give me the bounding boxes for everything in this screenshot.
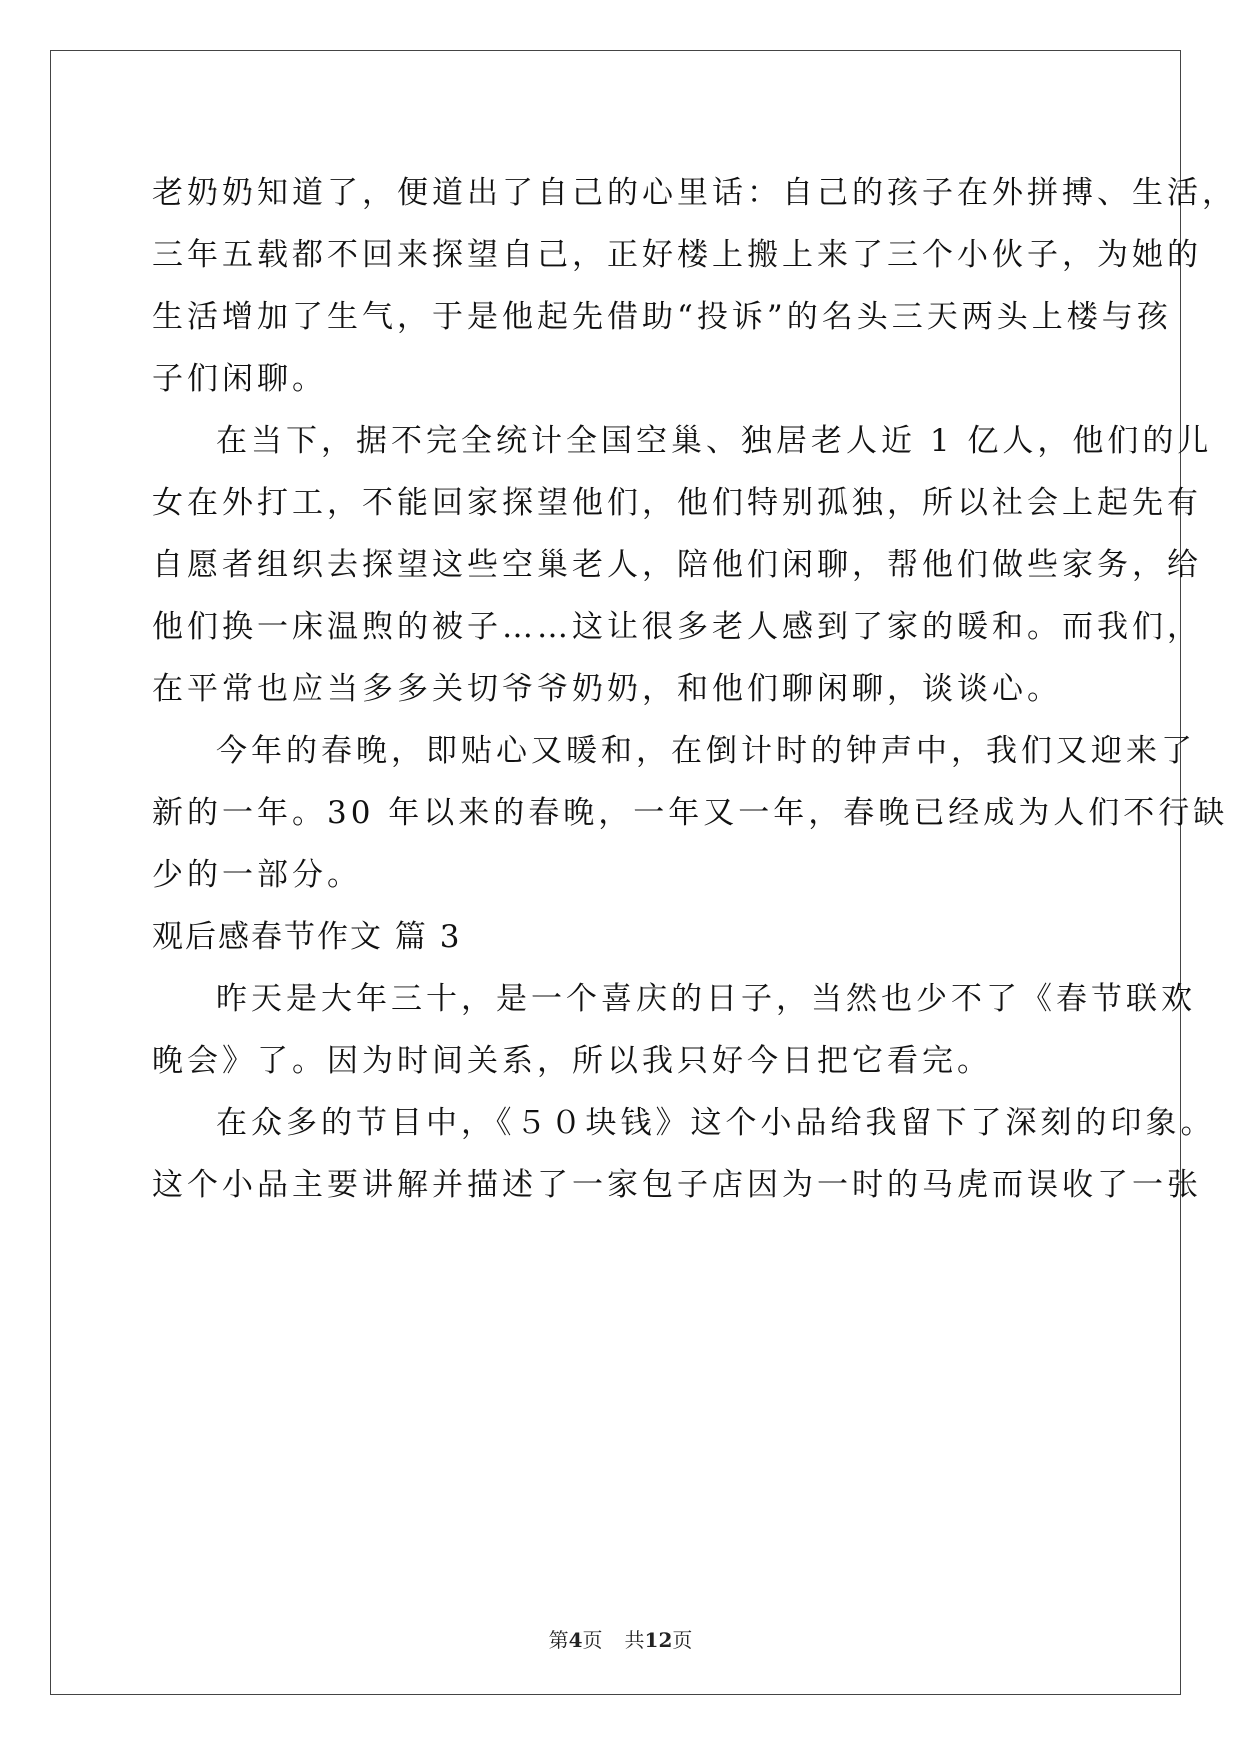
text-line: 在当下，据不完全统计全国空巢、独居老人近 1 亿人，他们的儿 — [216, 423, 1213, 459]
text-line: 老奶奶知道了，便道出了自己的心里话：自己的孩子在外拼搏、生活， — [152, 175, 1237, 211]
document-body — [152, 162, 1237, 1216]
text-line: 三年五载都不回来探望自己，正好楼上搬上来了三个小伙子，为她的 — [152, 237, 1202, 273]
page-suffix: 页 — [582, 1628, 603, 1652]
text-line: 今年的春晚，即贴心又暖和，在倒计时的钟声中，我们又迎来了 — [216, 733, 1196, 769]
text-line: 女在外打工，不能回家探望他们，他们特别孤独，所以社会上起先有 — [152, 485, 1202, 521]
text-line: 他们换一床温煦的被子……这让很多老人感到了家的暖和。而我们， — [152, 609, 1202, 645]
text-line: 在众多的节目中，《５０块钱》这个小品给我留下了深刻的印象。 — [216, 1105, 1216, 1141]
total-prefix: 共 — [624, 1628, 645, 1652]
page-number: 4 — [568, 1628, 583, 1652]
text-line: 自愿者组织去探望这些空巢老人，陪他们闲聊，帮他们做些家务，给 — [152, 547, 1202, 583]
total-suffix: 页 — [672, 1628, 693, 1652]
text-line: 晚会》了。因为时间关系，所以我只好今日把它看完。 — [152, 1043, 992, 1079]
text-line: 新的一年。30 年以来的春晚，一年又一年，春晚已经成为人们不行缺 — [152, 795, 1229, 831]
paragraph-1 — [152, 162, 1237, 410]
paragraph-2 — [152, 410, 1213, 720]
paragraph-3 — [152, 720, 1229, 906]
page-prefix: 第 — [548, 1628, 569, 1652]
total-pages: 12 — [644, 1628, 673, 1652]
text-line: 生活增加了生气，于是他起先借助“投诉”的名头三天两头上楼与孩 — [152, 299, 1172, 335]
text-line: 昨天是大年三十，是一个喜庆的日子，当然也少不了《春节联欢 — [216, 981, 1196, 1017]
paragraph-5 — [152, 1092, 1216, 1216]
text-line: 在平常也应当多多关切爷爷奶奶，和他们聊闲聊，谈谈心。 — [152, 671, 1062, 707]
text-line: 少的一部分。 — [152, 857, 362, 893]
paragraph-4 — [152, 968, 1196, 1092]
text-line: 这个小品主要讲解并描述了一家包子店因为一时的马虎而误收了一张 — [152, 1167, 1202, 1203]
page-footer — [0, 1625, 1241, 1655]
section-heading: 观后感春节作文 篇 3 — [152, 919, 462, 955]
text-line: 子们闲聊。 — [152, 361, 327, 397]
